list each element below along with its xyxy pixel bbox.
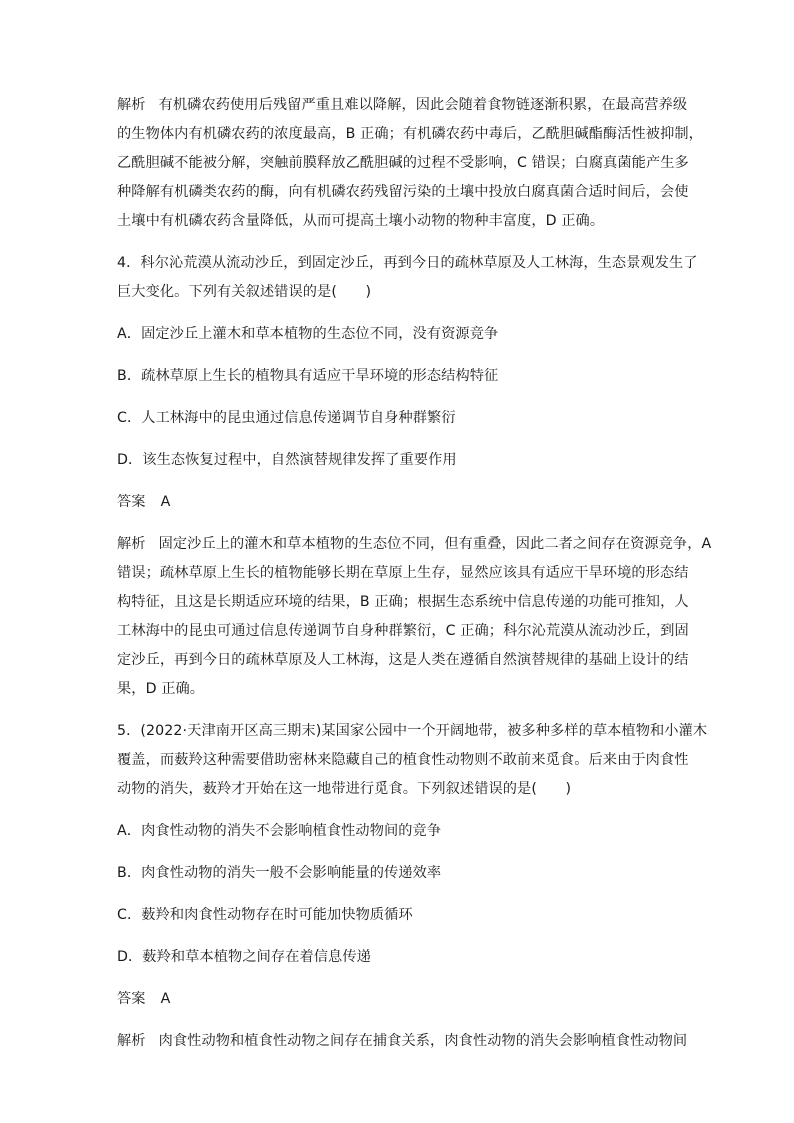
explanation-label: 解析 <box>117 97 146 113</box>
explanation-line: 果，D 正确。 <box>117 681 205 697</box>
explanation-label: 解析 <box>117 536 146 552</box>
answer-label: 答案 <box>117 494 146 510</box>
explanation-line: 解析 固定沙丘上的灌木和草本植物的生态位不同，但有重叠，因此二者之间存在资源竞争，A <box>117 536 712 552</box>
option-c: C．薮羚和肉食性动物存在时可能加快物质循环 <box>117 907 413 923</box>
explanation-block-4 <box>117 530 712 704</box>
answer-value: A <box>160 494 171 510</box>
option-d: D．该生态恢复过程中，自然演替规律发挥了重要作用 <box>117 452 457 468</box>
explanation-line: 乙酰胆碱不能被分解，突触前膜释放乙酰胆碱的过程不受影响，C 错误；白腐真菌能产生多 <box>117 155 689 171</box>
option-b: B．疏林草原上生长的植物具有适应干旱环境的形态结构特征 <box>117 368 499 384</box>
explanation-line: 工林海中的昆虫可通过信息传递调节自身种群繁衍，C 正确；科尔沁荒漠从流动沙丘，到固 <box>117 623 689 639</box>
answer-line <box>117 985 682 1014</box>
question-5 <box>117 717 708 804</box>
question-stem-line: 巨大变化。下列有关叙述错误的是( ) <box>117 284 372 300</box>
explanation-label: 解析 <box>117 1033 146 1049</box>
explanation-line: 解析 肉食性动物和植食性动物之间存在捕食关系，肉食性动物的消失会影响植食性动物间 <box>117 1033 688 1049</box>
explanation-line: 错误；疏林草原上生长的植物能够长期在草原上生存，显然应该具有适应干旱环境的形态结 <box>117 565 689 581</box>
question-4 <box>117 249 698 307</box>
page-content <box>117 91 712 1056</box>
answer-label: 答案 <box>117 991 146 1007</box>
explanation-line: 构特征，且这是长期适应环境的结果，B 正确；根据生态系统中信息传递的功能可推知，人 <box>117 594 689 610</box>
answer-value: A <box>160 991 171 1007</box>
question-stem-line: 5．(2022·天津南开区高三期末)某国家公园中一个开阔地带，被多种多样的草本植物和小灌木 <box>117 723 708 739</box>
option-b: B．肉食性动物的消失一般不会影响能量的传递效率 <box>117 865 442 881</box>
explanation-line: 定沙丘，再到今日的疏林草原及人工林海，这是人类在遵循自然演替规律的基础上设计的结 <box>117 652 689 668</box>
question-stem-line: 覆盖，而薮羚这种需要借助密林来隐藏自己的植食性动物则不敢前来觅食。后来由于肉食性 <box>117 752 689 768</box>
option-c: C．人工林海中的昆虫通过信息传递调节自身种群繁衍 <box>117 410 456 426</box>
option-a: A．肉食性动物的消失不会影响植食性动物间的竞争 <box>117 823 442 839</box>
explanation-line: 解析 有机磷农药使用后残留严重且难以降解，因此会随着食物链逐渐积累，在最高营养级 <box>117 97 688 113</box>
answer-line <box>117 488 682 517</box>
explanation-block-1 <box>117 91 703 236</box>
question-stem-line: 4．科尔沁荒漠从流动沙丘，到固定沙丘，再到今日的疏林草原及人工林海，生态景观发生了 <box>117 255 698 271</box>
explanation-line: 土壤中有机磷农药含量降低，从而可提高土壤小动物的物种丰富度，D 正确。 <box>117 213 605 229</box>
option-a: A．固定沙丘上灌木和草本植物的生态位不同，没有资源竞争 <box>117 326 499 342</box>
question-stem-line: 动物的消失，薮羚才开始在这一地带进行觅食。下列叙述错误的是( ) <box>117 781 572 797</box>
option-d: D．薮羚和草本植物之间存在着信息传递 <box>117 949 371 965</box>
explanation-block-5 <box>117 1027 688 1056</box>
explanation-line: 的生物体内有机磷农药的浓度最高，B 正确；有机磷农药中毒后，乙酰胆碱酯酶活性被抑制， <box>117 126 703 142</box>
explanation-line: 种降解有机磷类农药的酶，向有机磷农药残留污染的土壤中投放白腐真菌合适时间后，会使 <box>117 184 689 200</box>
